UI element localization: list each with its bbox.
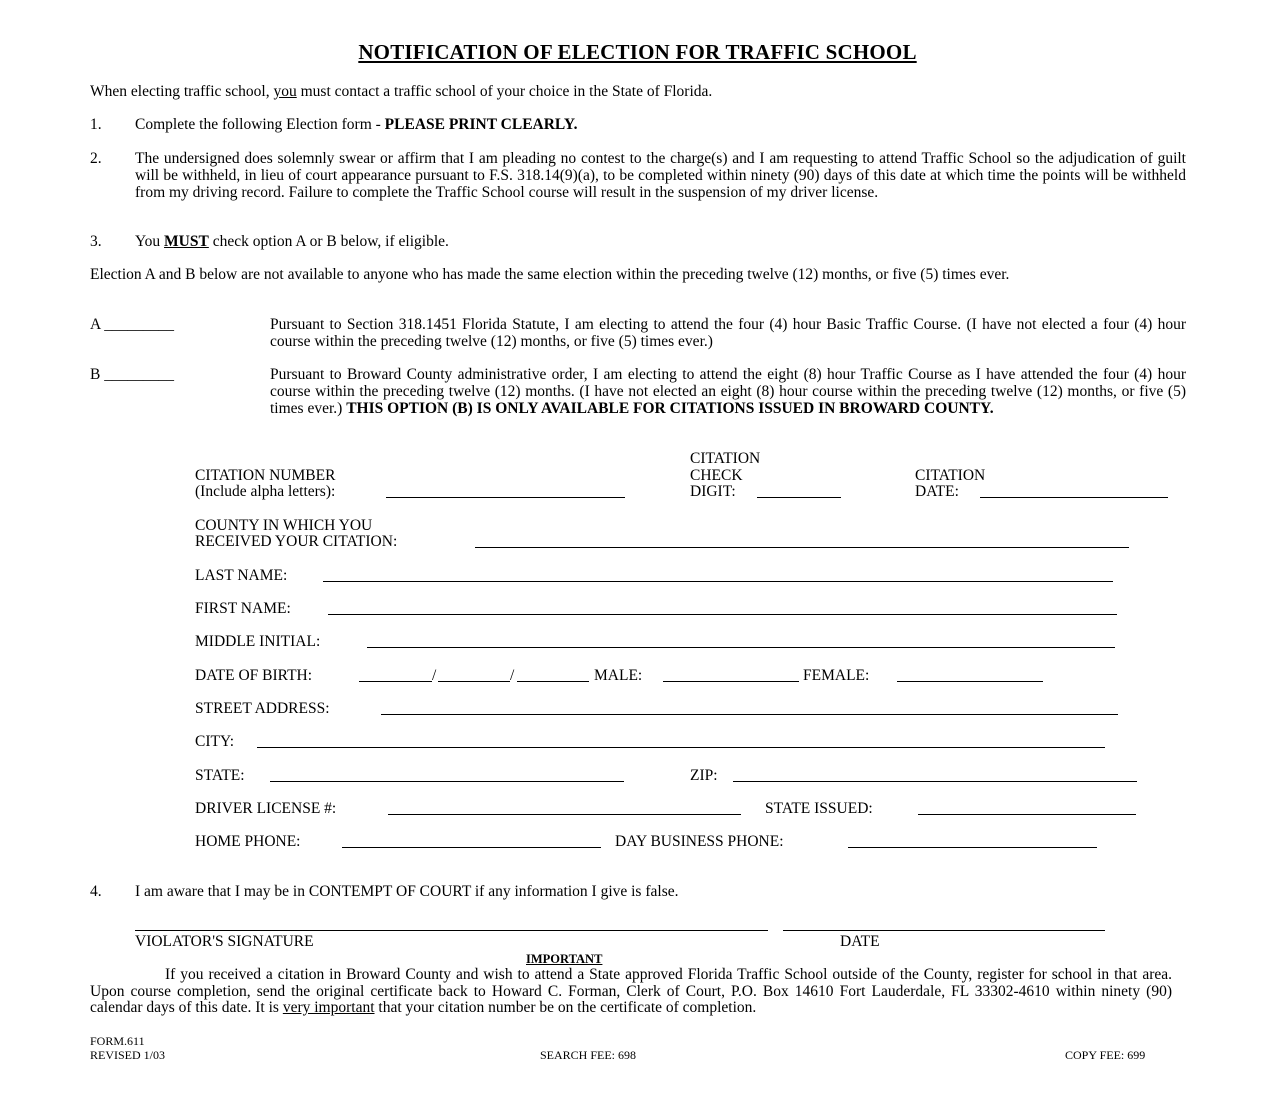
first-name-label: FIRST NAME:: [195, 600, 291, 617]
middle-initial-field[interactable]: [367, 647, 1115, 648]
item-4-text: I am aware that I may be in CONTEMPT OF COURT if any information I give is false.: [135, 883, 679, 900]
citation-date-label-1: CITATION: [915, 467, 986, 484]
street-address-label: STREET ADDRESS:: [195, 700, 330, 717]
state-field[interactable]: [270, 781, 624, 782]
day-business-phone-label: DAY BUSINESS PHONE:: [615, 833, 784, 850]
dob-separator: /: [432, 667, 437, 684]
dob-day-field[interactable]: [438, 681, 510, 682]
last-name-label: LAST NAME:: [195, 567, 288, 584]
male-label: MALE:: [594, 667, 643, 684]
county-label-2: RECEIVED YOUR CITATION:: [195, 533, 398, 550]
item-1-lead: Complete the following Election form -: [135, 116, 385, 133]
election-note: Election A and B below are not available to anyone who has made the same election within the preceding twelve (12) months, or five (5) times ever.: [90, 266, 1010, 283]
important-emphasis: very important: [282, 999, 375, 1016]
driver-license-label: DRIVER LICENSE #:: [195, 800, 337, 817]
option-b-label[interactable]: B _________: [90, 366, 174, 383]
driver-license-field[interactable]: [388, 814, 741, 815]
citation-check-label-1: CITATION: [690, 450, 761, 467]
item-3-text: [135, 233, 449, 250]
male-field[interactable]: [663, 681, 799, 682]
female-label: FEMALE:: [803, 667, 870, 684]
citation-number-label: CITATION NUMBER: [195, 467, 336, 484]
intro-after: must contact a traffic school of your choice in the State of Florida.: [296, 83, 713, 100]
intro-emphasis: you: [273, 83, 297, 100]
state-issued-field[interactable]: [918, 814, 1136, 815]
first-name-field[interactable]: [328, 614, 1117, 615]
option-b-text: [270, 366, 1186, 417]
zip-field[interactable]: [733, 781, 1137, 782]
copy-fee: COPY FEE: 699: [1065, 1048, 1146, 1062]
female-field[interactable]: [897, 681, 1043, 682]
citation-number-sublabel: (Include alpha letters):: [195, 483, 336, 500]
home-phone-label: HOME PHONE:: [195, 833, 301, 850]
item-2-number: 2.: [90, 150, 102, 167]
county-label-1: COUNTY IN WHICH YOU: [195, 517, 373, 534]
dob-month-field[interactable]: [359, 681, 432, 682]
dob-year-field[interactable]: [517, 681, 589, 682]
option-a-text: Pursuant to Section 318.1451 Florida Statute, I am electing to attend the four (4) hour Basic Traffic Course. (I have not elected a four (4) hour course within the preceding twelve (12) months, or five (5) times ever.): [270, 316, 1186, 350]
citation-date-field[interactable]: [980, 497, 1168, 498]
form-title: NOTIFICATION OF ELECTION FOR TRAFFIC SCHOOL: [358, 40, 917, 64]
city-field[interactable]: [257, 747, 1105, 748]
revised-date: REVISED 1/03: [90, 1048, 165, 1062]
signature-date-field[interactable]: [783, 930, 1105, 931]
dob-separator: /: [510, 667, 515, 684]
city-label: CITY:: [195, 733, 235, 750]
item-3-after: check option A or B below, if eligible.: [208, 233, 449, 250]
form-number: FORM.611: [90, 1034, 145, 1048]
citation-date-label-2: DATE:: [915, 483, 959, 500]
zip-label: ZIP:: [690, 767, 718, 784]
intro-before: When electing traffic school,: [90, 83, 274, 100]
middle-initial-label: MIDDLE INITIAL:: [195, 633, 321, 650]
item-1-number: 1.: [90, 116, 102, 133]
citation-check-label-3: DIGIT:: [690, 483, 736, 500]
intro-text: [90, 83, 712, 100]
important-body: If you received a citation in Broward County and wish to attend a State approved Florida Traffic School outside of the County, register for school in that area. Upon course completion, send the original certificate back to Howard C. Forman, Clerk of Court, P.O. Box 14610 Fort Lauderdale, FL 33302-4610 within ninety (90) calendar days of this date. It is: [90, 966, 1172, 1016]
citation-check-label-2: CHECK: [690, 467, 743, 484]
important-after: that your citation number be on the certificate of completion.: [374, 999, 757, 1016]
item-3-number: 3.: [90, 233, 102, 250]
important-text: [90, 967, 1172, 1017]
day-business-phone-field[interactable]: [848, 847, 1097, 848]
item-3-emphasis: MUST: [164, 233, 209, 250]
item-3-lead: You: [135, 233, 165, 250]
last-name-field[interactable]: [323, 581, 1113, 582]
option-b-body: Pursuant to Broward County administrative order, I am electing to attend the eight (8) hour Traffic Course as I have attended the four (4) hour course within the preceding twelve (12) months. (I have not elected an eight (8) hour course within the preceding twelve (12) months, or five (5) times ever.): [270, 366, 1186, 417]
dob-label: DATE OF BIRTH:: [195, 667, 313, 684]
street-address-field[interactable]: [381, 714, 1118, 715]
signature-date-label: DATE: [840, 933, 880, 950]
state-issued-label: STATE ISSUED:: [765, 800, 873, 817]
state-label: STATE:: [195, 767, 245, 784]
citation-check-digit-field[interactable]: [757, 497, 841, 498]
option-a-label[interactable]: A _________: [90, 316, 174, 333]
important-heading: IMPORTANT: [526, 952, 603, 966]
item-1-text: [135, 116, 577, 133]
item-1-bold: PLEASE PRINT CLEARLY.: [384, 116, 578, 133]
home-phone-field[interactable]: [342, 847, 601, 848]
violator-signature-field[interactable]: [135, 930, 768, 931]
search-fee: SEARCH FEE: 698: [540, 1048, 637, 1062]
option-b-bold: THIS OPTION (B) IS ONLY AVAILABLE FOR CITATIONS ISSUED IN BROWARD COUNTY.: [346, 400, 994, 417]
county-field[interactable]: [475, 547, 1129, 548]
citation-number-field[interactable]: [386, 497, 625, 498]
item-2-text: The undersigned does solemnly swear or affirm that I am pleading no contest to the charge(s) and I am requesting to attend Traffic School so the adjudication of guilt will be withheld, in lieu of court appearance pursuant to F.S. 318.14(9)(a), to be completed within ninety (90) days of this date at which time the points will be withheld from my driving record. Failure to complete the Traffic School course will result in the suspension of my driver license.: [135, 150, 1186, 201]
violator-signature-label: VIOLATOR'S SIGNATURE: [135, 933, 314, 950]
item-4-number: 4.: [90, 883, 102, 900]
